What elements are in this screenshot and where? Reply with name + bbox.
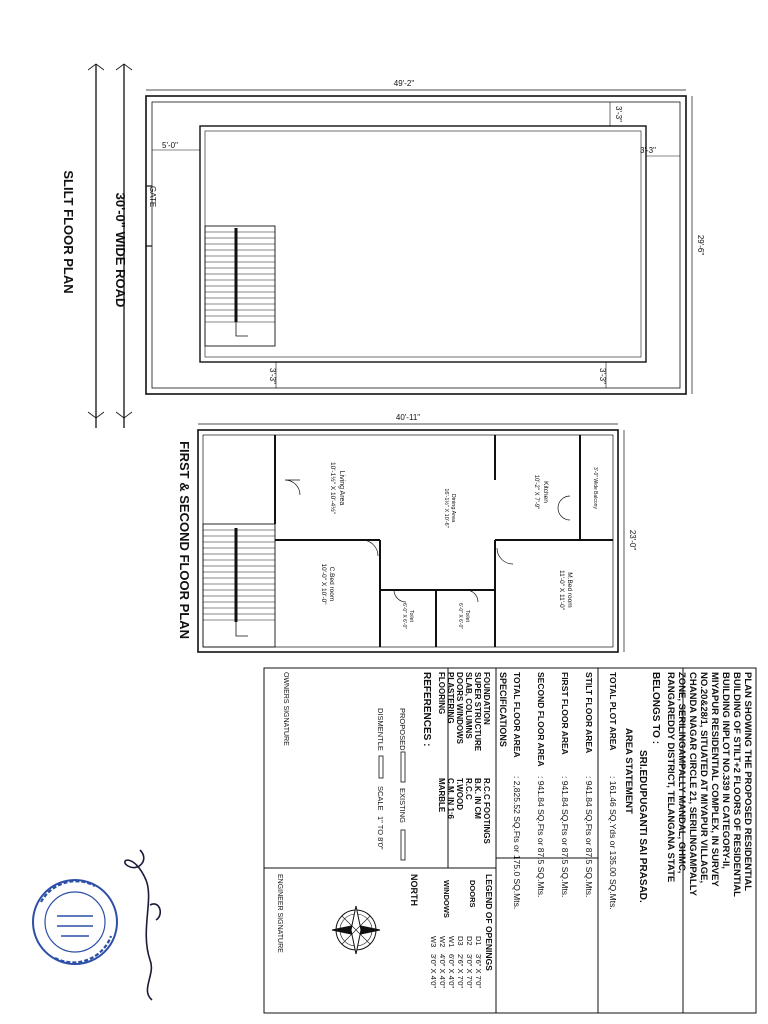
area-row-label: TOTAL FLOOR AREA	[512, 672, 522, 758]
upper-stair-arrow	[236, 622, 248, 636]
area-row-value: : 941.84 SQ.Fts or 87.5 SQ.Mts.	[536, 776, 546, 898]
dismentle-label: DISMENTLE	[376, 708, 385, 751]
kitchen-name: Kitchen	[542, 481, 549, 503]
stilt-plot-inner-line	[152, 102, 680, 388]
balcony-label: 3'-0" Wide Balcony	[592, 467, 598, 509]
spec-label: SLAB, COLUMNS	[464, 672, 473, 739]
dining-name: Dining Area	[450, 493, 456, 523]
proposed-label: PROPOSED	[398, 708, 407, 751]
living-size: 10'-1½" X 10'-4½"	[329, 462, 336, 514]
scale-label: SCALE	[376, 786, 385, 811]
door-code: D3	[456, 936, 465, 946]
door-size: 2'6" X 7'0"	[456, 954, 465, 989]
cbed-name: C.Bed room	[328, 566, 335, 602]
references-legend	[376, 708, 407, 860]
spec-label: SUPER STRUCTURE	[473, 672, 482, 752]
living-name: Living Area	[338, 470, 345, 506]
proposed-swatch	[401, 752, 405, 782]
project-title	[665, 672, 753, 897]
toilet2-size: 6'-0" X 6'-0"	[457, 602, 463, 630]
window-size: 6'0" X 4'0"	[447, 954, 456, 989]
setback-left: 5'-0"	[162, 141, 178, 150]
info-panel	[264, 668, 756, 1013]
door-mbed	[497, 548, 513, 564]
spec-label: FLOORING	[437, 672, 446, 715]
stilt-plan-title: SLILT FLOOR PLAN	[61, 170, 76, 294]
title-line-3: BUILDING INPLOT NO.339 IN CATEGORY-II,	[720, 672, 731, 869]
upper-staircase	[203, 524, 275, 647]
title-line-7: ZONE, SERILINGAMPALLY MANDAL, GHMC,	[676, 672, 687, 874]
upper-dim-depth: 23'-0"	[628, 529, 637, 551]
door-size: 3'6" X 7'0"	[474, 954, 483, 989]
spec-value: MARBLE	[437, 778, 446, 813]
window-code: W1	[447, 936, 456, 948]
door-size: 3'0" X 7'0"	[465, 954, 474, 989]
north-heading: NORTH	[409, 874, 419, 906]
door-living	[285, 480, 300, 495]
stilt-plot-outline	[146, 96, 686, 394]
title-line-4: MIYAPUR RESIDENTIAL COMPLEX, IN SURVEY	[709, 672, 720, 887]
specifications	[437, 672, 491, 844]
specifications-title: SPECIFICATIONS	[498, 672, 508, 747]
door-cbed	[362, 540, 378, 556]
door-code: D1	[474, 936, 483, 946]
scale-value: 1" TO 8'0"	[376, 816, 385, 850]
setback-bottom-right: 3'-3"	[598, 368, 607, 384]
spec-value: R.C.C FOOTINGS	[482, 778, 491, 844]
area-row-label: FIRST FLOOR AREA	[560, 672, 570, 755]
existing-label: EXISTING	[398, 788, 407, 824]
area-row-value: : 941.84 SQ.Fts or 87.5 SQ.Mts.	[584, 776, 594, 898]
dismentle-swatch	[379, 756, 383, 778]
spec-value: R.C.C	[464, 778, 473, 800]
area-row-value: : 2,825.52 SQ.Fts or 175.0 SQ.Mts.	[512, 776, 522, 910]
engineer-signature: ENGINEER SIGNATURE	[276, 874, 283, 953]
setback-right: 3'-3"	[640, 146, 656, 155]
doors-label: DOORS	[468, 880, 477, 908]
belongs-to: BELONGS TO :	[650, 672, 661, 745]
stilt-stair-arrow	[236, 322, 248, 336]
spec-label: FOUNDATION	[482, 672, 491, 725]
setback-top-right: 3'-3"	[614, 106, 623, 122]
title-line-1: PLAN SHOWING THE PROPOSED RESIDENTIAL	[742, 672, 753, 892]
door-code: D2	[465, 936, 474, 946]
area-row-value: : 161.46 SQ.Yds or 135.00 SQ.Mts.	[608, 776, 618, 910]
setback-bottom-left: 3'-3"	[268, 368, 277, 384]
title-line-6: CHANDA NAGAR CIRCLE 21, SERILINGAMPALLY	[687, 672, 698, 896]
stilt-dim-width: 49'-2"	[393, 79, 415, 88]
gate-label: GATE	[148, 186, 157, 208]
title-line-2: BUILDING OF STILT+2 FLOORS OF RESIDENTIAL	[731, 672, 742, 897]
road-break-bottom	[88, 412, 132, 418]
title-line-8: RANGAREDDY DISTRICT, TELANGANA STATE	[665, 672, 676, 883]
engineer-stamp	[33, 880, 117, 964]
dining-size: 16'-1½" X 10'-6"	[443, 488, 449, 528]
owners-signature: OWNERS SIGNATURE	[282, 672, 289, 746]
window-size: 4'0" X 4'0"	[438, 954, 447, 989]
door-kitchen	[558, 496, 570, 520]
mbed-name: M.Bed room	[566, 572, 573, 608]
area-row-label: TOTAL PLOT AREA	[608, 672, 618, 751]
upper-labels	[177, 413, 637, 639]
window-size: 3'0" X 4'0"	[429, 954, 438, 989]
toilet1-size: 6'-0" X 6'-0"	[401, 602, 407, 630]
stilt-stair-treads	[205, 232, 275, 322]
road-break-top	[88, 64, 132, 70]
spec-label: DOORS WINDOWS	[455, 672, 464, 744]
title-line-5: NO.20&28/1, SITUATED AT MIYAPUR VILLAGE,	[698, 672, 709, 884]
upper-stair-treads	[203, 530, 275, 620]
window-code: W3	[429, 936, 438, 948]
stilt-dim-depth: 29'-6"	[696, 234, 705, 256]
existing-swatch	[401, 830, 405, 860]
area-statement-title: AREA STATEMENT	[623, 728, 634, 814]
toilet2-name: Toilet	[464, 610, 470, 622]
area-row-value: : 941.84 SQ.Fts or 87.5 SQ.Mts.	[560, 776, 570, 898]
cbed-size: 10'-0" X 10'-0"	[320, 563, 327, 605]
spec-value: T.WOOD	[455, 778, 464, 810]
road-label: 30'-0" WIDE ROAD	[113, 192, 128, 308]
door-toilet1	[394, 590, 406, 602]
toilet1-name: Toilet	[408, 610, 414, 622]
spec-value: C.M. IN 1:6	[446, 778, 455, 819]
area-row-label: STILT FLOOR AREA	[584, 672, 594, 754]
upper-plan-title: FIRST & SECOND FLOOR PLAN	[177, 441, 192, 639]
owner-name: SRI.EDUPUGANTI SAI PRASAD.	[637, 750, 648, 903]
windows-label: WINDOWS	[442, 880, 451, 918]
engineer-handwritten-signature	[125, 850, 160, 1000]
area-row-label: SECOND FLOOR AREA	[536, 672, 546, 767]
north-arrow-icon	[332, 906, 380, 954]
upper-dim-width: 40'-11"	[395, 413, 421, 422]
openings-legend	[429, 880, 483, 988]
window-code: W2	[438, 936, 447, 948]
mbed-size: 11'-0" X 11'-0"	[558, 569, 565, 611]
kitchen-size: 10'-2" X 7'-9"	[533, 474, 539, 510]
door-toilet2	[466, 590, 478, 602]
references-title: REFERENCES :	[421, 672, 432, 747]
openings-title: LEGEND OF OPENINGS	[484, 874, 494, 971]
spec-value: B.K. IN CM	[473, 778, 482, 819]
north-block	[332, 874, 419, 954]
spec-label: PLASTERING	[446, 672, 455, 724]
area-statement	[512, 672, 618, 910]
stilt-labels	[61, 79, 705, 384]
